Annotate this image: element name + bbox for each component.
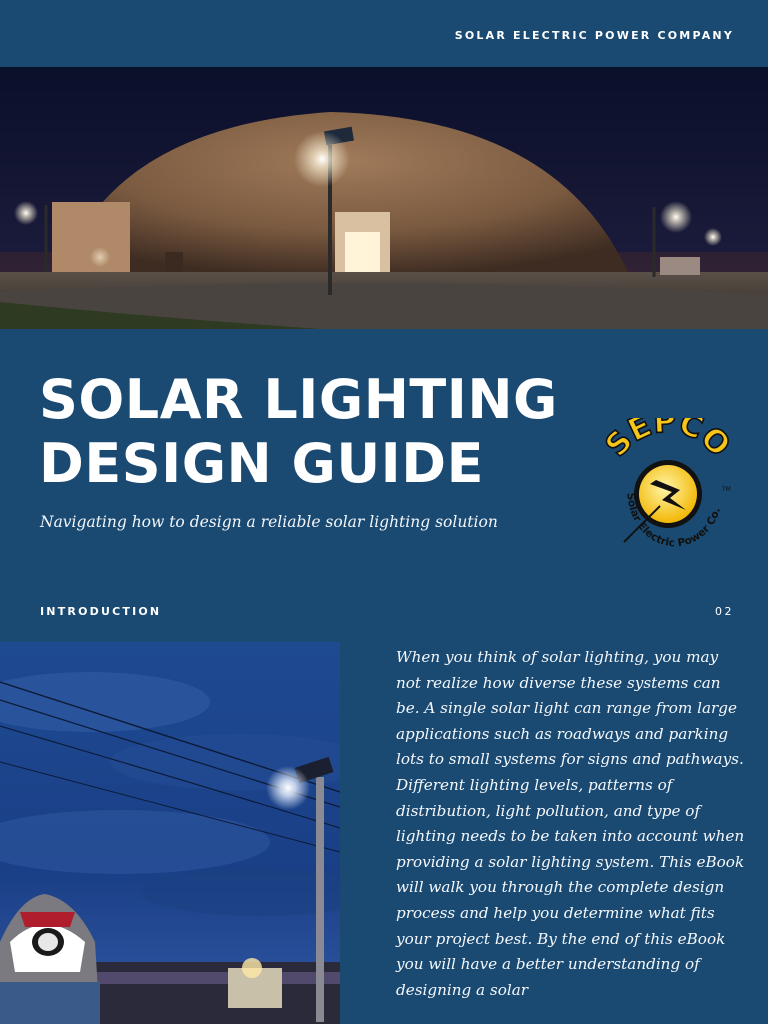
page-title <box>39 368 599 496</box>
page-subtitle: Navigating how to design a reliable solar lighting solution <box>40 513 498 531</box>
hero-image <box>0 67 768 329</box>
logo-wordmark: SEPCO <box>598 418 738 464</box>
company-name: SOLAR ELECTRIC POWER COMPANY <box>454 29 734 42</box>
header-bar <box>0 0 768 67</box>
sepco-logo-icon <box>598 418 738 548</box>
logo-tagline: Solar Electric Power Co. <box>624 492 724 548</box>
sepco-logo <box>598 418 738 548</box>
dusk-streetlight-photo <box>0 642 340 1024</box>
section-label: INTRODUCTION <box>40 605 162 618</box>
page-number: 02 <box>715 605 734 618</box>
intro-photo <box>0 642 340 1024</box>
title-line-1: SOLAR LIGHTING <box>39 368 558 431</box>
night-dome-photo <box>0 67 768 329</box>
logo-trademark: TM <box>722 486 731 493</box>
intro-paragraph: When you think of solar lighting, you may not realize how diverse these systems can be. A single solar light can range from large applications such as roadways and parking lots to small systems for signs and pathways. Different lighting levels, patterns of distribution, light pollution, and type of lighting needs to be taken into account when providing a solar lighting system. This eBook will walk you through the complete design process and help you determine what fits your project best. By the end of this eBook you will have a better understanding of designing a solar <box>396 648 745 999</box>
title-line-2: DESIGN GUIDE <box>39 432 484 495</box>
